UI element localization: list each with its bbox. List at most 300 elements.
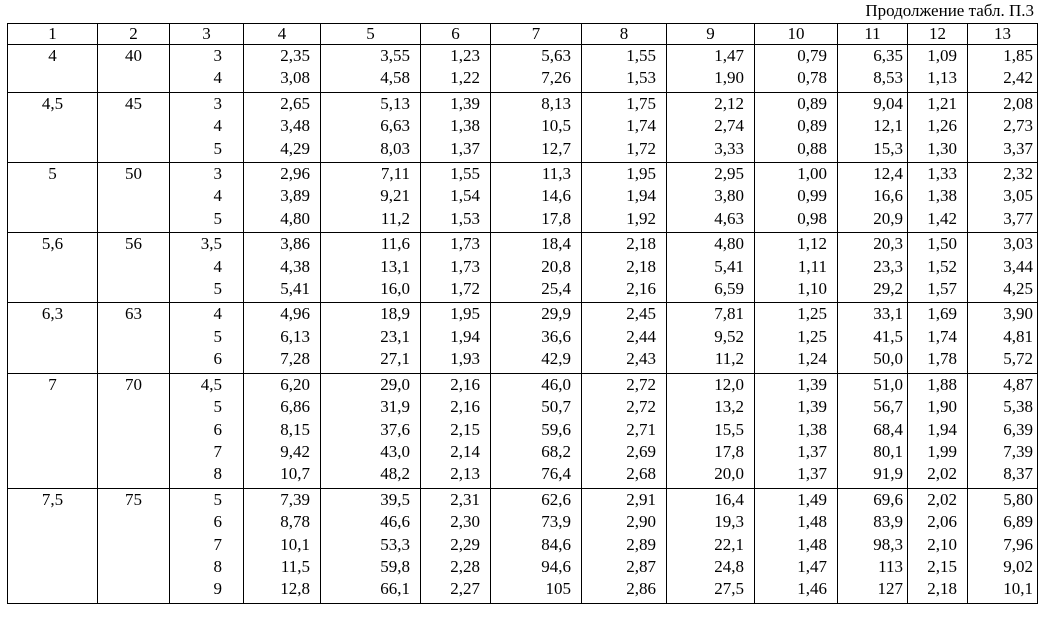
cell-value: 1,75 [626, 93, 656, 113]
cell-col-4 [244, 163, 321, 233]
cell-value: 6 [213, 419, 222, 439]
cell-value: 11,5 [280, 556, 310, 576]
cell-value: 3,89 [280, 186, 310, 206]
header-cell: 10 [755, 24, 838, 45]
cell-col-13 [968, 92, 1038, 162]
cell-value: 1,47 [797, 556, 827, 576]
cell-value: 1,13 [927, 68, 957, 88]
cell-value: 5,38 [1003, 397, 1033, 417]
cell-value: 1,73 [450, 256, 480, 276]
cell-value: 3,55 [380, 46, 410, 65]
cell-value: 1,00 [797, 164, 827, 184]
cell-value: 50,0 [873, 349, 903, 369]
cell-value: 2,44 [626, 326, 656, 346]
cell-value: 6,35 [873, 46, 903, 65]
cell-value: 1,09 [927, 46, 957, 65]
cell-value: 39,5 [380, 489, 410, 509]
cell-value: 69,6 [873, 489, 903, 509]
cell-value: 46,0 [541, 374, 571, 394]
cell-value: 10,7 [280, 464, 310, 484]
cell-value: 1,69 [927, 304, 957, 324]
cell-value: 12,0 [714, 374, 744, 394]
cell-value: 56,7 [873, 397, 903, 417]
cell-value: 1,72 [626, 138, 656, 158]
cell-value: 3,44 [1003, 256, 1033, 276]
cell-value: 22,1 [714, 534, 744, 554]
cell-value: 2,45 [626, 304, 656, 324]
cell-value: 2,90 [626, 512, 656, 532]
data-table [7, 23, 1038, 604]
cell-col-3 [170, 488, 244, 603]
cell-value: 17,8 [541, 208, 571, 228]
cell-value: 3,5 [200, 234, 222, 254]
cell-value: 12,7 [541, 138, 571, 158]
cell-value: 6,20 [280, 374, 310, 394]
cell-col-11 [838, 45, 908, 93]
cell-value: 1,38 [450, 116, 480, 136]
cell-value: 59,8 [380, 556, 410, 576]
cell-value: 1,90 [927, 397, 957, 417]
cell-col-9 [667, 488, 755, 603]
cell-value: 1,24 [797, 349, 827, 369]
cell-value: 2,32 [1003, 164, 1033, 184]
cell-value: 7 [213, 441, 222, 461]
cell-value: 15,3 [873, 138, 903, 158]
cell-value: 1,54 [450, 186, 480, 206]
cell-value: 3 [213, 164, 222, 184]
cell-value: 3,80 [714, 186, 744, 206]
cell-value: 3,03 [1003, 234, 1033, 254]
cell-value: 2,35 [280, 46, 310, 65]
cell-value: 18,9 [380, 304, 410, 324]
cell-value: 4,38 [280, 256, 310, 276]
cell-value: 7 [213, 534, 222, 554]
cell-value: 2,95 [714, 164, 744, 184]
cell-col-13 [968, 45, 1038, 93]
table-row-group [8, 488, 1038, 603]
cell-col-11 [838, 233, 908, 303]
cell-value: 1,90 [714, 68, 744, 88]
cell-value: 3,08 [280, 68, 310, 88]
cell-col-12 [908, 45, 968, 93]
cell-col-10 [755, 92, 838, 162]
cell-col-4 [244, 373, 321, 488]
cell-value: 16,0 [380, 279, 410, 299]
cell-col-12 [908, 373, 968, 488]
cell-value: 8 [213, 464, 222, 484]
cell-value: 5,13 [380, 93, 410, 113]
cell-value: 83,9 [873, 512, 903, 532]
cell-value: 91,9 [873, 464, 903, 484]
cell-col-7 [491, 163, 582, 233]
cell-col-4 [244, 45, 321, 93]
cell-value: 6,39 [1003, 419, 1033, 439]
cell-value: 4,63 [714, 208, 744, 228]
cell-value: 27,1 [380, 349, 410, 369]
cell-value: 9,21 [380, 186, 410, 206]
cell-value: 11,6 [380, 234, 410, 254]
cell-col-2: 63 [98, 303, 170, 373]
cell-col-7 [491, 233, 582, 303]
cell-value: 2,87 [626, 556, 656, 576]
cell-col-5 [321, 45, 421, 93]
header-cell: 12 [908, 24, 968, 45]
cell-col-4 [244, 488, 321, 603]
cell-value: 36,6 [541, 326, 571, 346]
header-row [8, 24, 1038, 45]
cell-value: 4 [213, 186, 222, 206]
cell-value: 84,6 [541, 534, 571, 554]
cell-value: 5 [213, 489, 222, 509]
cell-col-1: 5 [8, 163, 98, 233]
table-caption: Продолжение табл. П.3 [865, 1, 1034, 20]
cell-value: 1,94 [450, 326, 480, 346]
cell-value: 2,13 [450, 464, 480, 484]
cell-value: 46,6 [380, 512, 410, 532]
cell-col-6 [421, 233, 491, 303]
header-cell: 11 [838, 24, 908, 45]
cell-col-1: 5,6 [8, 233, 98, 303]
cell-value: 18,4 [541, 234, 571, 254]
cell-value: 1,72 [450, 279, 480, 299]
cell-col-6 [421, 163, 491, 233]
cell-value: 1,37 [797, 464, 827, 484]
cell-value: 3,48 [280, 116, 310, 136]
cell-col-6 [421, 92, 491, 162]
cell-value: 6 [213, 349, 222, 369]
cell-value: 3,77 [1003, 208, 1033, 228]
cell-value: 3,90 [1003, 304, 1033, 324]
table-row-group [8, 233, 1038, 303]
cell-col-3 [170, 373, 244, 488]
cell-value: 1,39 [450, 93, 480, 113]
cell-col-10 [755, 303, 838, 373]
cell-col-8 [582, 488, 667, 603]
cell-value: 0,88 [797, 138, 827, 158]
cell-value: 1,47 [714, 46, 744, 65]
cell-col-5 [321, 163, 421, 233]
cell-value: 2,65 [280, 93, 310, 113]
cell-col-2: 50 [98, 163, 170, 233]
header-cell: 3 [170, 24, 244, 45]
cell-col-12 [908, 233, 968, 303]
cell-value: 1,74 [927, 326, 957, 346]
cell-value: 1,48 [797, 512, 827, 532]
cell-value: 1,55 [626, 46, 656, 65]
cell-value: 2,73 [1003, 116, 1033, 136]
cell-value: 7,28 [280, 349, 310, 369]
cell-value: 4 [213, 116, 222, 136]
cell-value: 8,53 [873, 68, 903, 88]
cell-value: 20,0 [714, 464, 744, 484]
cell-value: 0,79 [797, 46, 827, 65]
cell-col-9 [667, 92, 755, 162]
cell-col-3 [170, 92, 244, 162]
cell-col-6 [421, 303, 491, 373]
cell-value: 1,88 [927, 374, 957, 394]
cell-value: 5,80 [1003, 489, 1033, 509]
cell-value: 10,1 [280, 534, 310, 554]
cell-value: 2,18 [927, 579, 957, 599]
cell-col-5 [321, 373, 421, 488]
cell-value: 3,05 [1003, 186, 1033, 206]
cell-col-11 [838, 92, 908, 162]
cell-value: 1,53 [626, 68, 656, 88]
cell-value: 0,89 [797, 93, 827, 113]
cell-value: 2,91 [626, 489, 656, 509]
cell-value: 2,43 [626, 349, 656, 369]
cell-value: 5 [213, 208, 222, 228]
cell-col-12 [908, 488, 968, 603]
cell-value: 29,0 [380, 374, 410, 394]
cell-value: 1,93 [450, 349, 480, 369]
cell-value: 68,4 [873, 419, 903, 439]
cell-value: 8,15 [280, 419, 310, 439]
cell-value: 98,3 [873, 534, 903, 554]
cell-value: 8,37 [1003, 464, 1033, 484]
cell-value: 2,30 [450, 512, 480, 532]
cell-value: 7,96 [1003, 534, 1033, 554]
cell-col-3 [170, 163, 244, 233]
cell-col-8 [582, 163, 667, 233]
cell-value: 1,11 [797, 256, 827, 276]
cell-value: 4,5 [200, 374, 222, 394]
cell-value: 1,23 [450, 46, 480, 65]
cell-value: 51,0 [873, 374, 903, 394]
cell-col-4 [244, 233, 321, 303]
cell-value: 6,13 [280, 326, 310, 346]
cell-value: 20,9 [873, 208, 903, 228]
header-cell: 2 [98, 24, 170, 45]
cell-col-6 [421, 373, 491, 488]
cell-value: 19,3 [714, 512, 744, 532]
cell-value: 2,12 [714, 93, 744, 113]
cell-value: 7,81 [714, 304, 744, 324]
cell-col-5 [321, 92, 421, 162]
cell-value: 2,42 [1003, 68, 1033, 88]
cell-col-13 [968, 163, 1038, 233]
cell-value: 7,39 [280, 489, 310, 509]
table-row-group [8, 373, 1038, 488]
cell-value: 3,37 [1003, 138, 1033, 158]
header-cell: 5 [321, 24, 421, 45]
cell-value: 48,2 [380, 464, 410, 484]
cell-value: 1,57 [927, 279, 957, 299]
cell-value: 4,81 [1003, 326, 1033, 346]
cell-value: 3 [213, 46, 222, 65]
cell-value: 2,71 [626, 419, 656, 439]
cell-value: 2,68 [626, 464, 656, 484]
cell-value: 25,4 [541, 279, 571, 299]
cell-value: 29,2 [873, 279, 903, 299]
cell-value: 5 [213, 397, 222, 417]
cell-col-9 [667, 163, 755, 233]
cell-col-12 [908, 92, 968, 162]
cell-col-10 [755, 233, 838, 303]
cell-value: 7,11 [380, 164, 410, 184]
cell-col-9 [667, 373, 755, 488]
cell-value: 9,02 [1003, 556, 1033, 576]
cell-value: 24,8 [714, 556, 744, 576]
cell-value: 5,72 [1003, 349, 1033, 369]
cell-value: 2,02 [927, 489, 957, 509]
cell-value: 5 [213, 279, 222, 299]
cell-value: 1,74 [626, 116, 656, 136]
cell-value: 9 [213, 579, 222, 599]
cell-col-6 [421, 488, 491, 603]
cell-value: 50,7 [541, 397, 571, 417]
header-cell: 13 [968, 24, 1038, 45]
cell-value: 94,6 [541, 556, 571, 576]
cell-value: 33,1 [873, 304, 903, 324]
cell-value: 4,29 [280, 138, 310, 158]
cell-value: 4,96 [280, 304, 310, 324]
cell-value: 1,26 [927, 116, 957, 136]
cell-col-13 [968, 233, 1038, 303]
cell-col-11 [838, 163, 908, 233]
cell-value: 37,6 [380, 419, 410, 439]
cell-col-3 [170, 45, 244, 93]
cell-col-3 [170, 303, 244, 373]
cell-col-5 [321, 303, 421, 373]
cell-value: 5,63 [541, 46, 571, 65]
cell-value: 4 [213, 256, 222, 276]
cell-col-7 [491, 373, 582, 488]
cell-value: 1,78 [927, 349, 957, 369]
cell-value: 16,4 [714, 489, 744, 509]
cell-value: 2,10 [927, 534, 957, 554]
cell-value: 2,16 [450, 397, 480, 417]
header-cell: 9 [667, 24, 755, 45]
cell-col-1: 4,5 [8, 92, 98, 162]
cell-value: 2,18 [626, 234, 656, 254]
cell-value: 2,29 [450, 534, 480, 554]
cell-value: 1,92 [626, 208, 656, 228]
cell-col-13 [968, 303, 1038, 373]
cell-value: 14,6 [541, 186, 571, 206]
cell-col-12 [908, 163, 968, 233]
cell-value: 2,16 [450, 374, 480, 394]
cell-value: 0,98 [797, 208, 827, 228]
cell-value: 8,13 [541, 93, 571, 113]
cell-value: 127 [877, 579, 903, 599]
header-cell: 1 [8, 24, 98, 45]
cell-col-7 [491, 488, 582, 603]
cell-value: 10,1 [1003, 579, 1033, 599]
cell-value: 20,3 [873, 234, 903, 254]
cell-value: 6,86 [280, 397, 310, 417]
cell-value: 2,15 [450, 419, 480, 439]
cell-value: 1,39 [797, 397, 827, 417]
cell-value: 9,04 [873, 93, 903, 113]
cell-value: 15,5 [714, 419, 744, 439]
cell-value: 6,59 [714, 279, 744, 299]
cell-value: 27,5 [714, 579, 744, 599]
cell-value: 2,96 [280, 164, 310, 184]
cell-col-2: 40 [98, 45, 170, 93]
cell-value: 1,50 [927, 234, 957, 254]
cell-col-1: 6,3 [8, 303, 98, 373]
cell-value: 2,28 [450, 556, 480, 576]
cell-value: 7,39 [1003, 441, 1033, 461]
table-row-group [8, 92, 1038, 162]
cell-value: 7,26 [541, 68, 571, 88]
cell-value: 3 [213, 93, 222, 113]
cell-col-11 [838, 303, 908, 373]
cell-value: 66,1 [380, 579, 410, 599]
cell-value: 8 [213, 556, 222, 576]
cell-value: 4 [213, 68, 222, 88]
cell-value: 68,2 [541, 441, 571, 461]
cell-col-9 [667, 45, 755, 93]
cell-value: 23,3 [873, 256, 903, 276]
cell-col-4 [244, 303, 321, 373]
cell-value: 2,15 [927, 556, 957, 576]
cell-value: 1,38 [927, 186, 957, 206]
cell-col-13 [968, 488, 1038, 603]
cell-value: 1,95 [450, 304, 480, 324]
header-cell: 4 [244, 24, 321, 45]
cell-value: 8,78 [280, 512, 310, 532]
cell-value: 3,86 [280, 234, 310, 254]
cell-col-3 [170, 233, 244, 303]
cell-value: 29,9 [541, 304, 571, 324]
cell-value: 9,52 [714, 326, 744, 346]
cell-value: 1,21 [927, 93, 957, 113]
cell-value: 2,89 [626, 534, 656, 554]
cell-value: 76,4 [541, 464, 571, 484]
cell-value: 2,86 [626, 579, 656, 599]
cell-value: 5 [213, 326, 222, 346]
cell-value: 6,63 [380, 116, 410, 136]
cell-col-6 [421, 45, 491, 93]
cell-value: 10,5 [541, 116, 571, 136]
cell-value: 11,2 [714, 349, 744, 369]
cell-col-2: 75 [98, 488, 170, 603]
cell-value: 42,9 [541, 349, 571, 369]
cell-value: 1,30 [927, 138, 957, 158]
cell-value: 4,25 [1003, 279, 1033, 299]
cell-value: 2,14 [450, 441, 480, 461]
cell-col-13 [968, 373, 1038, 488]
cell-value: 2,72 [626, 374, 656, 394]
cell-value: 1,48 [797, 534, 827, 554]
cell-value: 5 [213, 138, 222, 158]
cell-col-11 [838, 373, 908, 488]
cell-col-10 [755, 488, 838, 603]
cell-col-8 [582, 303, 667, 373]
table-row-group [8, 163, 1038, 233]
cell-value: 113 [878, 556, 903, 576]
cell-value: 1,95 [626, 164, 656, 184]
cell-value: 2,69 [626, 441, 656, 461]
cell-value: 1,49 [797, 489, 827, 509]
cell-value: 1,10 [797, 279, 827, 299]
cell-col-8 [582, 45, 667, 93]
cell-value: 73,9 [541, 512, 571, 532]
cell-col-11 [838, 488, 908, 603]
cell-value: 4,87 [1003, 374, 1033, 394]
cell-value: 4,80 [714, 234, 744, 254]
cell-col-7 [491, 92, 582, 162]
cell-value: 1,37 [450, 138, 480, 158]
cell-value: 12,8 [280, 579, 310, 599]
cell-value: 1,94 [626, 186, 656, 206]
cell-value: 1,73 [450, 234, 480, 254]
cell-col-8 [582, 373, 667, 488]
cell-value: 6,89 [1003, 512, 1033, 532]
header-cell: 8 [582, 24, 667, 45]
